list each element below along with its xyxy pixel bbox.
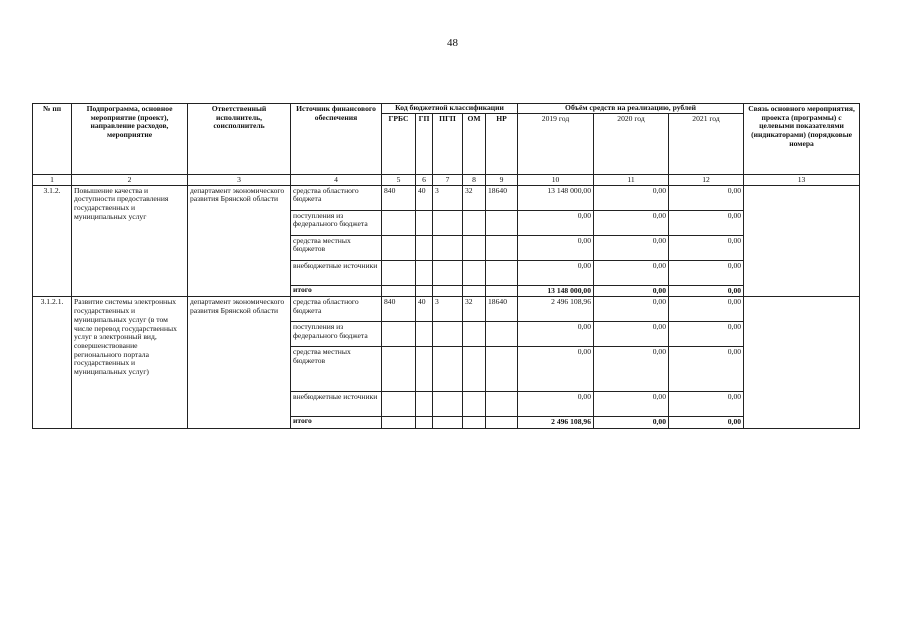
funding-source: внебюджетные источники	[291, 392, 382, 417]
header-year-2021: 2021 год	[669, 113, 744, 174]
item-name: Развитие системы электронных государственных и муниципальных услуг (в том числе перевод государственных услуг в электронный вид, совершенствование регионального портала государственных и муниципальных услуг)	[72, 297, 188, 429]
code-grbs	[382, 322, 416, 347]
amount-2019: 13 148 000,00	[518, 185, 594, 210]
header-om: ОМ	[463, 113, 486, 174]
header-responsible: Ответственный исполнитель, соисполнитель	[188, 104, 291, 175]
amount-2021: 0,00	[669, 347, 744, 392]
funding-source: средства областного бюджета	[291, 297, 382, 322]
header-subprogram: Подпрограмма, основное мероприятие (проект), направление расходов, мероприятие	[72, 104, 188, 175]
amount-2020: 0,00	[594, 260, 669, 285]
total-2019: 13 148 000,00	[518, 285, 594, 297]
code-pgp	[433, 392, 463, 417]
code-pgp	[433, 260, 463, 285]
column-number: 4	[291, 174, 382, 185]
total-2021: 0,00	[669, 285, 744, 297]
header-link: Связь основного мероприятия, проекта (программы) с целевыми показателями (индикаторами) (порядковые номера	[744, 104, 860, 175]
header-pgp: ПГП	[433, 113, 463, 174]
header-grbs: ГРБС	[382, 113, 416, 174]
header-source: Источник финансового обеспечения	[291, 104, 382, 175]
amount-2021: 0,00	[669, 392, 744, 417]
column-number: 9	[486, 174, 518, 185]
code-nr	[486, 347, 518, 392]
code-om	[463, 347, 486, 392]
table-row	[33, 297, 860, 322]
code-pgp	[433, 235, 463, 260]
column-number: 11	[594, 174, 669, 185]
code-nr	[486, 392, 518, 417]
amount-2020: 0,00	[594, 235, 669, 260]
total-2020: 0,00	[594, 417, 669, 429]
code-om	[463, 235, 486, 260]
amount-2019: 2 496 108,96	[518, 297, 594, 322]
header-nr: НР	[486, 113, 518, 174]
code-gp: 40	[416, 297, 433, 322]
code-gp	[416, 260, 433, 285]
code-nr	[486, 322, 518, 347]
amount-2020: 0,00	[594, 297, 669, 322]
item-number: 3.1.2.	[33, 185, 72, 297]
code-pgp	[433, 210, 463, 235]
code-gp	[416, 392, 433, 417]
code-nr: 18640	[486, 185, 518, 210]
total-2021: 0,00	[669, 417, 744, 429]
code-gp	[416, 235, 433, 260]
total-2019: 2 496 108,96	[518, 417, 594, 429]
item-responsible: департамент экономического развития Брянской области	[188, 297, 291, 429]
code-om	[463, 322, 486, 347]
amount-2021: 0,00	[669, 260, 744, 285]
amount-2021: 0,00	[669, 322, 744, 347]
total-label: итого	[291, 417, 382, 429]
code-nr	[486, 235, 518, 260]
code-grbs: 840	[382, 185, 416, 210]
code-gp: 40	[416, 185, 433, 210]
code-gp	[416, 210, 433, 235]
amount-2020: 0,00	[594, 347, 669, 392]
amount-2019: 0,00	[518, 210, 594, 235]
item-responsible: департамент экономического развития Брянской области	[188, 185, 291, 297]
header-year-2020: 2020 год	[594, 113, 669, 174]
indicator-link	[744, 297, 860, 429]
header-gp: ГП	[416, 113, 433, 174]
amount-2021: 0,00	[669, 185, 744, 210]
amount-2019: 0,00	[518, 260, 594, 285]
amount-2019: 0,00	[518, 322, 594, 347]
code-om	[463, 260, 486, 285]
amount-2019: 0,00	[518, 235, 594, 260]
amount-2020: 0,00	[594, 210, 669, 235]
budget-table-body	[33, 185, 860, 428]
header-row-1	[33, 104, 860, 114]
code-om: 32	[463, 297, 486, 322]
total-2020: 0,00	[594, 285, 669, 297]
column-number: 7	[433, 174, 463, 185]
table-row	[33, 185, 860, 210]
total-label: итого	[291, 285, 382, 297]
header-num: № пп	[33, 104, 72, 175]
funding-source: поступления из федерального бюджета	[291, 210, 382, 235]
code-grbs	[382, 260, 416, 285]
amount-2021: 0,00	[669, 297, 744, 322]
funding-source: средства местных бюджетов	[291, 347, 382, 392]
funding-source: внебюджетные источники	[291, 260, 382, 285]
indicator-link	[744, 185, 860, 297]
code-grbs	[382, 210, 416, 235]
column-number-row	[33, 174, 860, 185]
code-grbs	[382, 347, 416, 392]
code-pgp	[433, 347, 463, 392]
budget-table	[32, 103, 860, 429]
header-volume-group: Объём средств на реализацию, рублей	[518, 104, 744, 114]
amount-2020: 0,00	[594, 322, 669, 347]
code-nr	[486, 260, 518, 285]
code-om: 32	[463, 185, 486, 210]
column-number: 6	[416, 174, 433, 185]
page-number: 48	[447, 37, 458, 49]
column-number: 2	[72, 174, 188, 185]
column-number: 13	[744, 174, 860, 185]
item-number: 3.1.2.1.	[33, 297, 72, 429]
code-pgp: 3	[433, 185, 463, 210]
column-number: 12	[669, 174, 744, 185]
column-number: 3	[188, 174, 291, 185]
amount-2019: 0,00	[518, 392, 594, 417]
funding-source: средства местных бюджетов	[291, 235, 382, 260]
column-number: 10	[518, 174, 594, 185]
amount-2020: 0,00	[594, 185, 669, 210]
code-nr	[486, 210, 518, 235]
item-name: Повышение качества и доступности предоставления государственных и муниципальных услуг	[72, 185, 188, 297]
amount-2019: 0,00	[518, 347, 594, 392]
column-number: 5	[382, 174, 416, 185]
header-kbk-group: Код бюджетной классификации	[382, 104, 518, 114]
code-pgp: 3	[433, 297, 463, 322]
amount-2021: 0,00	[669, 235, 744, 260]
code-nr: 18640	[486, 297, 518, 322]
column-number: 8	[463, 174, 486, 185]
column-number: 1	[33, 174, 72, 185]
amount-2021: 0,00	[669, 210, 744, 235]
funding-source: поступления из федерального бюджета	[291, 322, 382, 347]
code-gp	[416, 322, 433, 347]
code-grbs	[382, 235, 416, 260]
code-gp	[416, 347, 433, 392]
funding-source: средства областного бюджета	[291, 185, 382, 210]
amount-2020: 0,00	[594, 392, 669, 417]
code-grbs	[382, 392, 416, 417]
code-om	[463, 210, 486, 235]
code-grbs: 840	[382, 297, 416, 322]
code-pgp	[433, 322, 463, 347]
code-om	[463, 392, 486, 417]
header-year-2019: 2019 год	[518, 113, 594, 174]
